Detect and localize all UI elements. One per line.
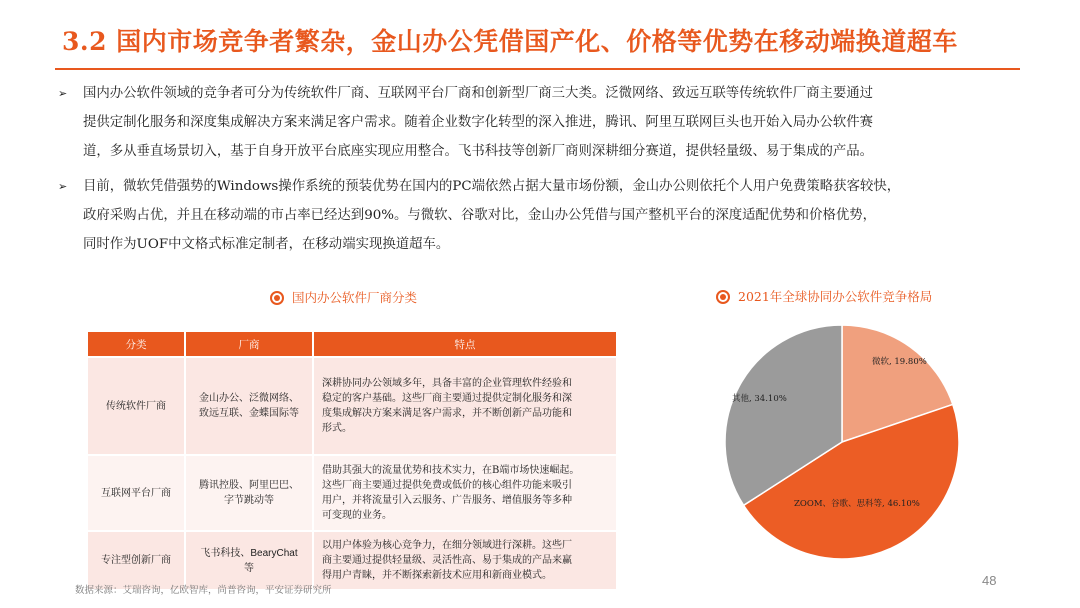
bullet-2-line: 目前，微软凭借强势的Windows操作系统的预装优势在国内的PC端依然占据大量市场份额，金山办公则依托个人用户免费策略获客较快， [83,179,901,194]
category-cell: 专注型创新厂商 [88,531,185,589]
page-title: 3.2 国内市场竞争者繁杂，金山办公凭借国产化、价格等优势在移动端换道超车 [62,27,958,56]
vendors-cell: 金山办公、泛微网络、 致远互联、金蝶国际等 [185,357,313,455]
target-icon [270,291,284,305]
features-cell: 借助其强大的流量优势和技术实力，在B端市场快速崛起。 这些厂商主要通过提供免费或低价的核心组件功能来吸引 用户，并将流量引入云服务、广告服务、增值服务等多种 可变现的业务。 [313,455,617,531]
features-cell: 深耕协同办公领域多年，具备丰富的企业管理软件经验和 稳定的客户基础。这些厂商主要通过提供定制化服务和深 度集成解决方案来满足客户需求，并不断创新产品功能和 形式。 [313,357,617,455]
bullet-2-line: 同时作为UOF中文格式标准定制者，在移动端实现换道超车。 [83,237,450,252]
bullet-1-line: 国内办公软件领域的竞争者可分为传统软件厂商、互联网平台厂商和创新型厂商三大类。泛微网络、致远互联等传统软件厂商主要通过 [83,86,874,101]
bullet-1-line: 道，多从垂直场景切入，基于自身开放平台底座实现应用整合。飞书科技等创新厂商则深耕细分赛道，提供轻量级、易于集成的产品。 [83,144,874,159]
table-header: 厂商 [185,332,313,357]
vendors-cell: 腾讯控股、阿里巴巴、 字节跳动等 [185,455,313,531]
category-cell: 传统软件厂商 [88,357,185,455]
table-row [88,531,617,589]
pie-data-label: ZOOM、谷歌、思科等, 46.10% [794,499,920,509]
chart-section-title: 2021年全球协同办公软件竞争格局 [716,287,932,305]
title-divider [55,68,1020,70]
table-header: 特点 [313,332,617,357]
category-cell: 互联网平台厂商 [88,455,185,531]
table-header: 分类 [88,332,185,357]
bullet-1-line: 提供定制化服务和深度集成解决方案来满足客户需求。随着企业数字化转型的深入推进，腾讯、阿里互联网巨头也开始入局办公软件赛 [83,115,874,130]
bullet-2-line: 政府采购占优，并且在移动端的市占率已经达到90%。与微软、谷歌对比，金山办公凭借与国产整机平台的深度适配优势和价格优势， [83,208,877,223]
page-number: 48 [982,573,997,588]
features-cell: 以用户体验为核心竞争力，在细分领域进行深耕。这些厂 商主要通过提供轻量级、灵活性高、易于集成的产品来赢 得用户青睐，并不断探索新技术应用和新商业模式。 [313,531,617,589]
pie-data-label: 微软, 19.80% [872,357,927,367]
market-share-pie-chart [700,300,1000,570]
data-source-footnote: 数据来源：艾瑞咨询，亿欧智库，尚普咨询，平安证券研究所 [75,585,332,596]
arrow-bullet-icon: ➢ [58,180,68,193]
table-row [88,455,617,531]
table-row [88,357,617,455]
table-section-title: 国内办公软件厂商分类 [270,288,417,306]
vendors-cell: 飞书科技、BearyChat 等 [185,531,313,589]
arrow-bullet-icon: ➢ [58,87,68,100]
pie-data-label: 其他, 34.10% [732,394,787,404]
vendor-classification-table [88,332,618,589]
